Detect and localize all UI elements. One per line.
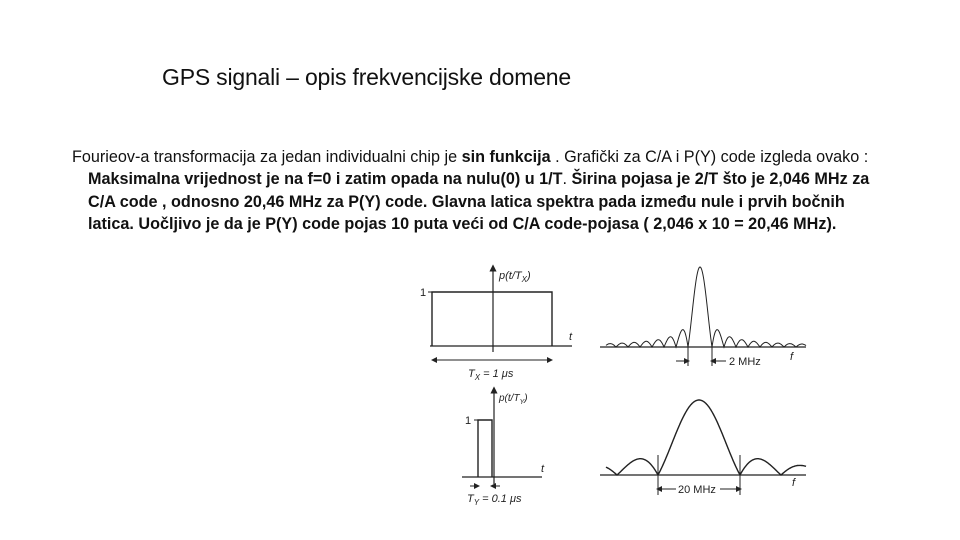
py-freq-axis-label: f <box>792 477 796 489</box>
paragraph-bold-3: Širina pojasa je 2/T što je 2,046 MHz za C/A code , odnosno 20,46 MHz za P(Y) code. Glavna latica spektra pada između nule i prvih bočnih latica. Uočljivo je da je P(Y) code pojas 10 puta veći od C/A code-pojasa ( 2,046 x 10 = 20,46 MHz). <box>88 170 870 234</box>
py-freq-domain-plot <box>600 400 806 496</box>
py-level-label: 1 <box>465 415 472 427</box>
paragraph-text-3: . <box>562 170 572 189</box>
ca-spectrum-curve <box>606 267 806 347</box>
py-rect-pulse <box>478 420 492 477</box>
ca-width-label: $T_X = 1$ μs <box>468 368 514 382</box>
py-bandwidth-label: 20 MHz <box>678 484 716 496</box>
ca-freq-axis-label: f <box>790 351 794 363</box>
ca-level-label: 1 <box>420 287 427 299</box>
paragraph-bold-1: sin funkcija <box>461 148 551 166</box>
py-time-ylabel: $p(t/T_Y)$ <box>499 393 528 406</box>
ca-time-domain-plot <box>420 268 573 382</box>
ca-time-axis-label: t <box>569 331 573 343</box>
py-time-axis-label: t <box>541 463 545 475</box>
paragraph-text-1: Fourieov-a transformacija za jedan individualni chip je <box>72 148 462 166</box>
py-time-domain-plot <box>462 390 545 507</box>
ca-bandwidth-label: 2 MHz <box>729 356 761 368</box>
paragraph-bold-2: Maksimalna vrijednost je na f=0 i zatim opada na nulu(0) u 1/T <box>88 170 563 189</box>
slide-title: GPS signali – opis frekvencijske domene <box>162 64 571 90</box>
py-spectrum-curve <box>606 400 806 475</box>
ca-rect-pulse <box>432 292 552 346</box>
slide-paragraph <box>72 146 878 236</box>
ca-freq-domain-plot <box>600 267 806 368</box>
py-width-label: $T_Y = 0.1$ μs <box>467 493 522 507</box>
paragraph-text-2: . Grafički za C/A i P(Y) code izgleda ovako : <box>550 148 869 166</box>
ca-time-ylabel: $p(t/T_X)$ <box>499 270 531 284</box>
